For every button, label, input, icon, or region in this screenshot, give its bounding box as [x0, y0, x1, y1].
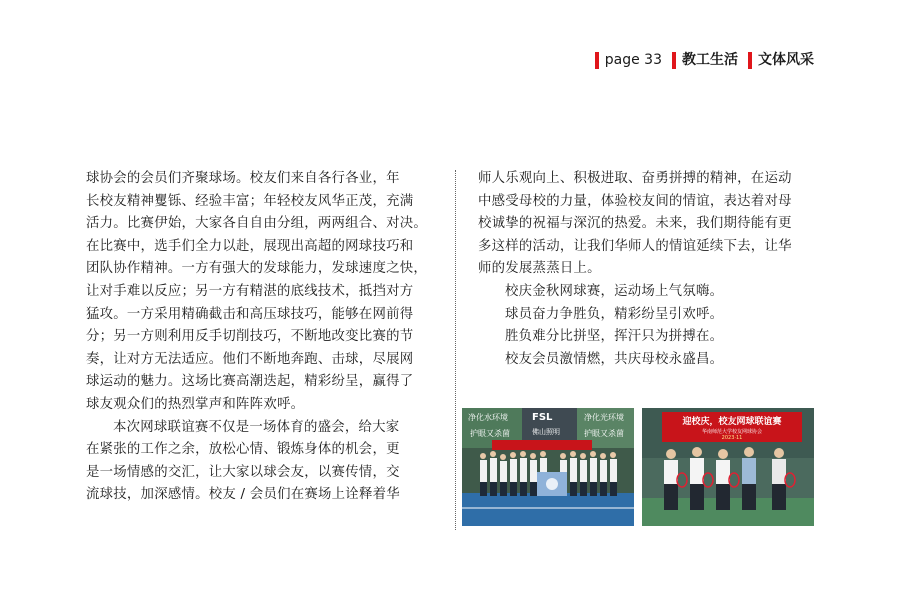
text-line: 活力。比赛伊始，大家各自自由分组，两两组合、对决。	[86, 216, 428, 232]
banner-year: 2023·11	[721, 435, 743, 441]
text-line: 流球技，加深感情。校友 / 会员们在赛场上诠释着华	[86, 487, 400, 503]
text-line: 奏，让对方无法适应。他们不断地奔跑、击球，尽展网	[86, 351, 414, 367]
banner-text: 护眼又杀菌	[470, 429, 510, 438]
banner-subtitle: 华南师范大学校友网球协会	[701, 429, 763, 435]
banner-text: 佛山照明	[532, 428, 560, 436]
text-line: 在比赛中，选手们全力以赴，展现出高超的网球技巧和	[86, 238, 414, 254]
banner-text: 净化水环境	[468, 413, 508, 422]
right-column	[478, 168, 823, 371]
banner-text: 护眼又杀菌	[584, 429, 624, 438]
banner-text: 净化光环境	[584, 413, 624, 422]
text-line: 分；另一方则利用反手切削技巧，不断地改变比赛的节	[86, 329, 414, 345]
poem-line: 校友会员激情燃，共庆母校永盛昌。	[505, 351, 724, 367]
text-line: 本次网球联谊赛不仅是一场体育的盛会，给大家	[113, 419, 400, 435]
page-number: page 33	[604, 52, 662, 68]
header-bar-3	[748, 52, 752, 69]
text-line: 多这样的活动，让我们华师人的情谊延续下去，让华	[478, 238, 792, 254]
text-line: 猛攻。一方采用精确截击和高压球技巧，能够在网前得	[86, 306, 414, 322]
text-line: 长校友精神矍铄、经验丰富；年轻校友风华正茂，充满	[86, 193, 414, 209]
text-line: 是一场情感的交汇，让大家以球会友，以赛传情，交	[86, 464, 400, 480]
poem-line: 胜负难分比拼坚，挥汗只为拼搏在。	[505, 329, 724, 345]
page-header	[595, 50, 814, 70]
subsection-title: 文体风采	[758, 52, 814, 68]
header-bar-2	[672, 52, 676, 69]
text-line: 师的发展蒸蒸日上。	[478, 261, 601, 277]
section-title: 教工生活	[682, 52, 738, 68]
players-photo-svg	[642, 408, 814, 526]
text-line: 球友观众们的热烈掌声和阵阵欢呼。	[86, 396, 305, 412]
group-photo-svg	[462, 408, 634, 526]
group-photo-court	[462, 408, 634, 526]
text-line: 团队协作精神。一方有强大的发球能力，发球速度之快，	[86, 261, 428, 277]
text-line: 球协会的会员们齐聚球场。校友们来自各行各业，年	[86, 171, 400, 186]
text-line: 师人乐观向上、积极进取、奋勇拼搏的精神，在运动	[478, 171, 792, 186]
column-divider	[455, 170, 456, 530]
players-photo-banner	[642, 408, 814, 526]
text-line: 校诚挚的祝福与深沉的热爱。未来，我们期待能有更	[478, 216, 792, 232]
header-bar-1	[595, 52, 599, 69]
poem-line: 球员奋力争胜负，精彩纷呈引欢呼。	[505, 306, 724, 322]
poem-line: 校庆金秋网球赛，运动场上气氛嗨。	[505, 283, 724, 299]
banner-title: 迎校庆，校友网球联谊赛	[682, 417, 782, 427]
text-line: 在紧张的工作之余，放松心情、锻炼身体的机会，更	[86, 442, 400, 458]
left-column	[86, 168, 446, 507]
text-line: 中感受母校的力量，体验校友间的情谊，表达着对母	[478, 193, 792, 209]
banner-text: FSL	[532, 412, 553, 423]
text-line: 球运动的魅力。这场比赛高潮迭起，精彩纷呈，赢得了	[86, 374, 414, 390]
text-line: 让对手难以反应；另一方有精湛的底线技术，抵挡对方	[86, 283, 414, 299]
